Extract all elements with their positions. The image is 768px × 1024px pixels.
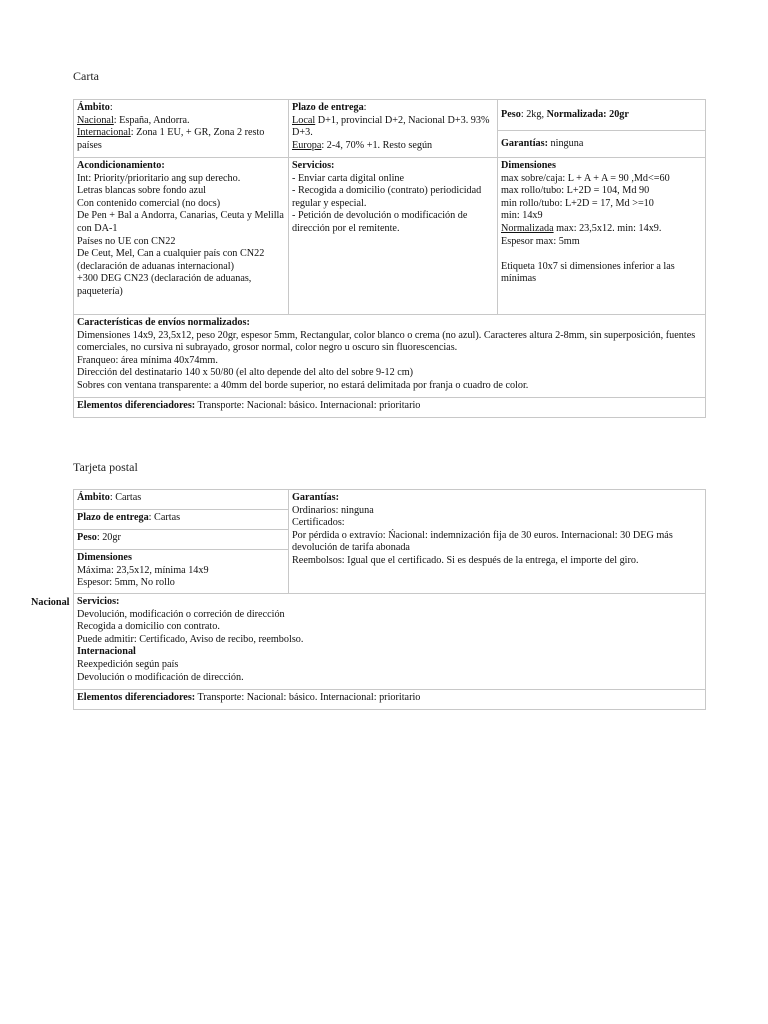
carta-garantias-value: ninguna bbox=[547, 137, 584, 149]
carta-dim-espesor: Espesor max: 5mm bbox=[501, 235, 580, 247]
carta-acond-line: Países no UE con CN22 bbox=[77, 235, 176, 247]
carta-local-label: Local bbox=[292, 114, 316, 126]
carta-dimensiones-cell bbox=[498, 158, 706, 315]
tarjeta-dim-line: Máxima: 23,5x12, mínima 14x9 bbox=[77, 564, 209, 576]
carta-local-text: D+1, provincial D+2, Nacional D+3. 93% D+3. bbox=[292, 114, 490, 139]
carta-peso-cell bbox=[498, 100, 706, 131]
tarjeta-dim-line: Espesor: 5mm, No rollo bbox=[77, 577, 175, 589]
tarjeta-garantias-label: Garantías: bbox=[292, 492, 339, 503]
carta-normalizada-peso: Normalizada: 20gr bbox=[546, 108, 629, 120]
carta-acond-line: De Pen + Bal a Andorra, Canarias, Ceuta y Melilla con DA-1 bbox=[77, 210, 284, 234]
carta-peso-value: : 2kg, bbox=[520, 108, 547, 120]
carta-dim-line: min rollo/tubo: L+2D = 17, Md >=10 bbox=[501, 197, 654, 209]
carta-peso-label: Peso bbox=[501, 108, 521, 120]
tarjeta-plazo-value: : Cartas bbox=[148, 512, 181, 523]
carta-dim-line: min: 14x9 bbox=[501, 210, 543, 222]
carta-acondicionamiento-label: Acondicionamiento: bbox=[77, 160, 165, 171]
carta-diferenciadores-cell bbox=[74, 398, 706, 418]
carta-normalizados-line: Franqueo: área mínima 40x74mm. bbox=[77, 354, 218, 366]
tarjeta-dimensiones-cell bbox=[74, 550, 289, 594]
tarjeta-garantias-reembolsos: Reembolsos: Igual que el certificado. Si es después de la entrega, el importe del giro. bbox=[292, 554, 639, 566]
carta-diferenciadores-value: Transporte: Nacional: básico. Internacional: prioritario bbox=[195, 400, 421, 411]
tarjeta-table bbox=[73, 489, 706, 710]
carta-dim-normalizada-text: max: 23,5x12. min: 14x9. bbox=[553, 222, 662, 234]
tarjeta-peso-label: Peso bbox=[77, 532, 97, 543]
carta-plazo-label: Plazo de entrega bbox=[292, 102, 364, 113]
tarjeta-diferenciadores-label: Elementos diferenciadores: bbox=[77, 692, 196, 703]
carta-normalizados-text: Dimensiones 14x9, 23,5x12, peso 20gr, espesor 5mm, Rectangular, color blanco o crema (no azul). Caracteres altura 2-8mm, sin superposición, fuentes comerciales, no cursiva ni subrayado, grosor normal, color negro u oscuro sin fluorescencias. bbox=[77, 329, 696, 354]
tarjeta-ambito-label: Ámbito bbox=[77, 492, 110, 503]
carta-acond-line: Letras blancas sobre fondo azul bbox=[77, 185, 206, 197]
carta-dim-line: max rollo/tubo: L+2D = 104, Md 90 bbox=[501, 185, 650, 197]
tarjeta-servicio-item: Reexpedición según país bbox=[77, 658, 179, 670]
tarjeta-servicios-label: Servicios: bbox=[77, 596, 120, 607]
tarjeta-servicio-item: Devolución o modificación de dirección. bbox=[77, 671, 244, 683]
tarjeta-peso-cell bbox=[74, 530, 289, 550]
carta-acondicionamiento-cell bbox=[74, 158, 289, 315]
tarjeta-internacional-label: Internacional bbox=[77, 646, 136, 658]
carta-ambito-label: Ámbito bbox=[77, 102, 110, 113]
carta-normalizados-line: Dirección del destinatario 140 x 50/80 (el alto depende del alto del sobre 9-12 cm) bbox=[77, 367, 414, 379]
carta-servicios-cell bbox=[289, 158, 498, 315]
carta-europa-text: : 2-4, 70% +1. Resto según bbox=[321, 139, 433, 151]
carta-diferenciadores-label: Elementos diferenciadores: bbox=[77, 400, 196, 411]
tarjeta-title: Tarjeta postal bbox=[73, 460, 138, 474]
tarjeta-garantias-cell bbox=[289, 490, 706, 594]
carta-servicios-label: Servicios: bbox=[292, 160, 335, 171]
tarjeta-garantias-perdida: Por pérdida o extravío: Ńacional: indemnización fija de 30 euros. Internacional: 30 DEG más devolución de tarifa abonada bbox=[292, 529, 673, 554]
carta-internacional-label: Internacional bbox=[77, 127, 131, 139]
carta-nacional-label: Nacional bbox=[77, 114, 114, 126]
carta-servicio-item: - Petición de devolución o modificación de dirección por el remitente. bbox=[292, 210, 468, 234]
tarjeta-garantias-certificados: Certificados: bbox=[292, 517, 345, 529]
carta-dim-line: max sobre/caja: L + A + A = 90 ,Md<=60 bbox=[501, 172, 670, 184]
carta-servicio-item: - Enviar carta digital online bbox=[292, 172, 405, 184]
carta-title: Carta bbox=[73, 69, 99, 83]
carta-normalizados-line: Sobres con ventana transparente: a 40mm del borde superior, no estará delimitada por franja o cuadro de color. bbox=[77, 379, 529, 391]
tarjeta-ambito-cell bbox=[74, 490, 289, 510]
tarjeta-servicios-cell bbox=[74, 594, 706, 690]
tarjeta-diferenciadores-cell bbox=[74, 690, 706, 710]
carta-acond-line: Con contenido comercial (no docs) bbox=[77, 197, 221, 209]
carta-garantias-cell bbox=[498, 131, 706, 158]
carta-dim-etiqueta: Etiqueta 10x7 si dimensiones inferior a las mínimas bbox=[501, 260, 675, 285]
carta-garantias-label: Garantías: bbox=[501, 137, 548, 149]
tarjeta-side-nacional-label: Nacional bbox=[31, 597, 70, 608]
carta-internacional-text: : Zona 1 EU, + GR, Zona 2 resto países bbox=[77, 127, 265, 151]
carta-acond-line: De Ceut, Mel, Can a cualquier país con CN22 (declaración de aduanas internacional) bbox=[77, 248, 265, 272]
carta-table bbox=[73, 99, 706, 418]
carta-nacional-text: : España, Andorra. bbox=[113, 114, 190, 126]
carta-servicio-item: - Recogida a domicilio (contrato) periodicidad regular y especial. bbox=[292, 185, 482, 209]
carta-plazo-cell: Plazo de entrega: Local D+1, provincial D+2, Nacional D+3. 93% D+3. Europa: 2-4, 70% +1. Resto según bbox=[289, 100, 498, 158]
tarjeta-garantias-ordinarios: Ordinarios: ninguna bbox=[292, 504, 374, 516]
carta-europa-label: Europa bbox=[292, 139, 322, 151]
tarjeta-ambito-value: : Cartas bbox=[109, 492, 142, 503]
tarjeta-peso-value: : 20gr bbox=[96, 532, 121, 543]
tarjeta-servicio-item: Puede admitir: Certificado, Aviso de recibo, reembolso. bbox=[77, 633, 304, 645]
carta-acond-line: Int: Priority/prioritario ang sup derecho. bbox=[77, 172, 241, 184]
carta-acond-line: +300 DEG CN23 (declaración de aduanas, paquetería) bbox=[77, 273, 252, 297]
carta-normalizados-cell bbox=[74, 315, 706, 398]
tarjeta-plazo-label: Plazo de entrega bbox=[77, 512, 149, 523]
tarjeta-dimensiones-label: Dimensiones bbox=[77, 552, 132, 563]
tarjeta-servicio-item: Recogida a domicilio con contrato. bbox=[77, 621, 220, 633]
carta-normalizados-label: Características de envíos normalizados: bbox=[77, 317, 250, 328]
carta-ambito-cell: Ámbito: Nacional: España, Andorra. Internacional: Zona 1 EU, + GR, Zona 2 resto países bbox=[74, 100, 289, 158]
carta-dimensiones-label: Dimensiones bbox=[501, 160, 556, 171]
tarjeta-plazo-cell bbox=[74, 510, 289, 530]
tarjeta-servicio-item: Devolución, modificación o correción de dirección bbox=[77, 608, 285, 620]
tarjeta-diferenciadores-value: Transporte: Nacional: básico. Internacional: prioritario bbox=[195, 692, 421, 703]
carta-dim-normalizada-label: Normalizada bbox=[501, 222, 554, 234]
